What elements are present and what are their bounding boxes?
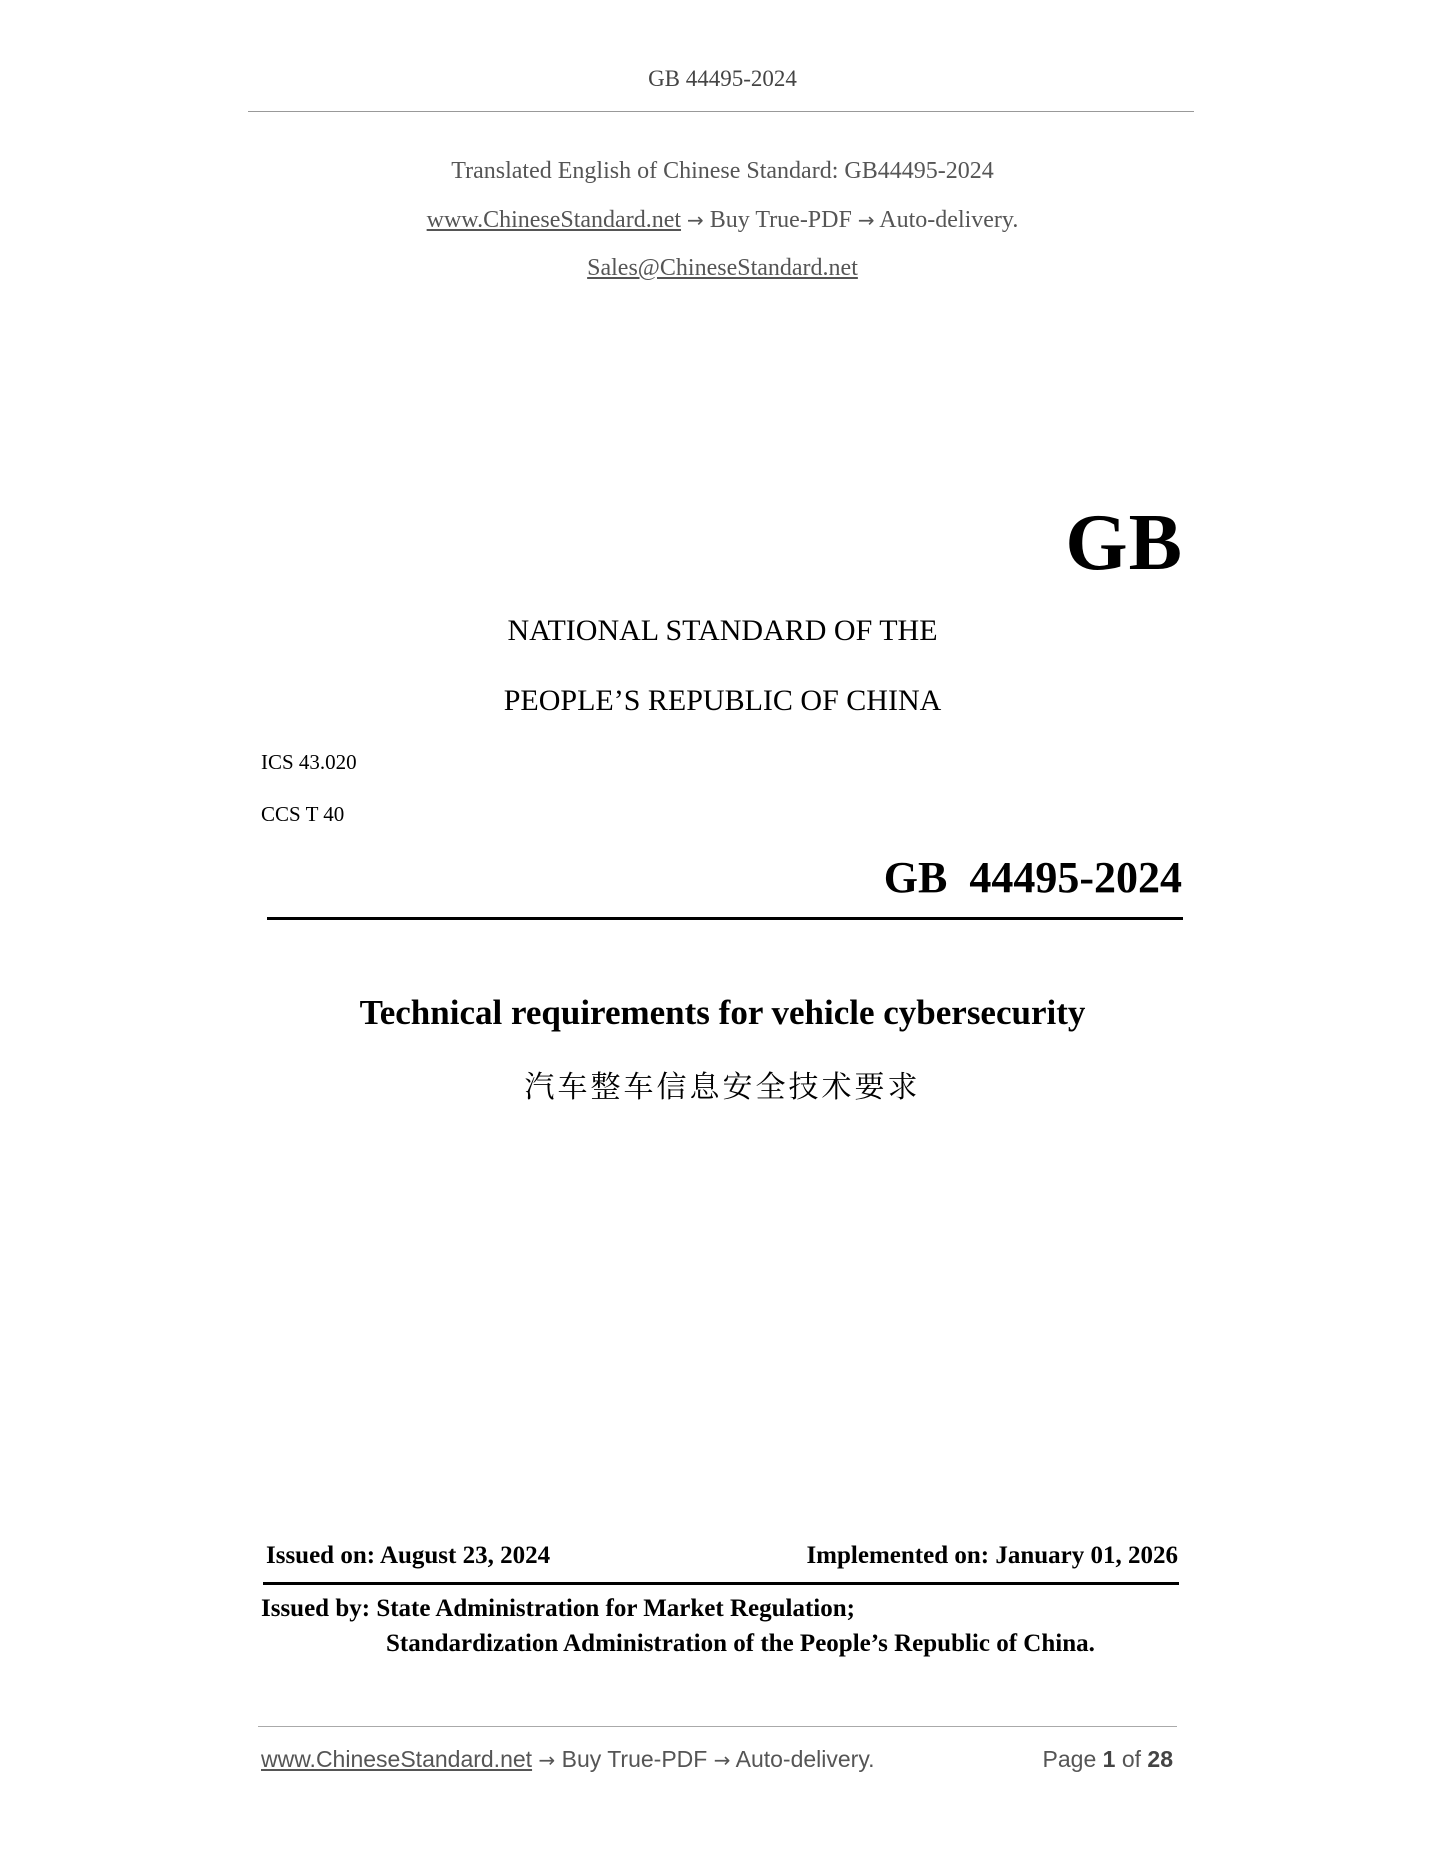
ics-code: ICS 43.020 [261,750,357,774]
issue-dates-rule [263,1582,1179,1585]
running-header: GB 44495-2024 [648,66,797,91]
arrow-right-icon: → [713,1748,731,1772]
page-label: Page [1042,1746,1097,1772]
arrow-right-icon: → [687,208,704,232]
promo-links-line [0,207,1445,234]
issued-by-line2: Standardization Administration of the People’s Republic of China. [386,1630,1095,1657]
footer-buy-text: Buy True-PDF [561,1746,708,1772]
standard-number: GB 44495-2024 [883,853,1182,902]
document-title-chinese: 汽车整车信息安全技术要求 [524,1070,921,1105]
promo-translation-note: Translated English of Chinese Standard: GB44495-2024 [451,158,994,184]
buy-true-pdf-text: Buy True-PDF [709,207,852,233]
page-indicator [1043,1746,1173,1773]
arrow-right-icon: → [538,1748,556,1772]
auto-delivery-text: Auto-delivery. [879,207,1019,233]
footer-links [261,1746,875,1773]
footer-site-link[interactable]: www.ChineseStandard.net [261,1746,533,1772]
implemented-on-date: Implemented on: January 01, 2026 [806,1542,1178,1569]
gb-logo: GB [1065,499,1183,587]
document-title-english: Technical requirements for vehicle cybersecurity [359,993,1086,1032]
issued-on-date: Issued on: August 23, 2024 [266,1542,551,1569]
arrow-right-icon: → [857,208,875,232]
issued-by-line1: Issued by: State Administration for Market Regulation; [261,1595,855,1622]
site-link[interactable]: www.ChineseStandard.net [426,207,682,233]
header-divider [248,111,1194,112]
footer-delivery-text: Auto-delivery. [735,1746,875,1772]
promo-email-line [0,255,1445,282]
page-number: 1 [1102,1746,1116,1772]
page-total: 28 [1147,1746,1173,1772]
standard-number-rule [267,917,1183,920]
of-label: of [1121,1746,1142,1772]
national-standard-title-line1: NATIONAL STANDARD OF THE [507,614,938,647]
footer-divider [258,1726,1177,1727]
national-standard-title-line2: PEOPLE’S REPUBLIC OF CHINA [503,684,942,717]
sales-email-link[interactable]: Sales@ChineseStandard.net [587,255,858,281]
ccs-code: CCS T 40 [261,802,345,826]
